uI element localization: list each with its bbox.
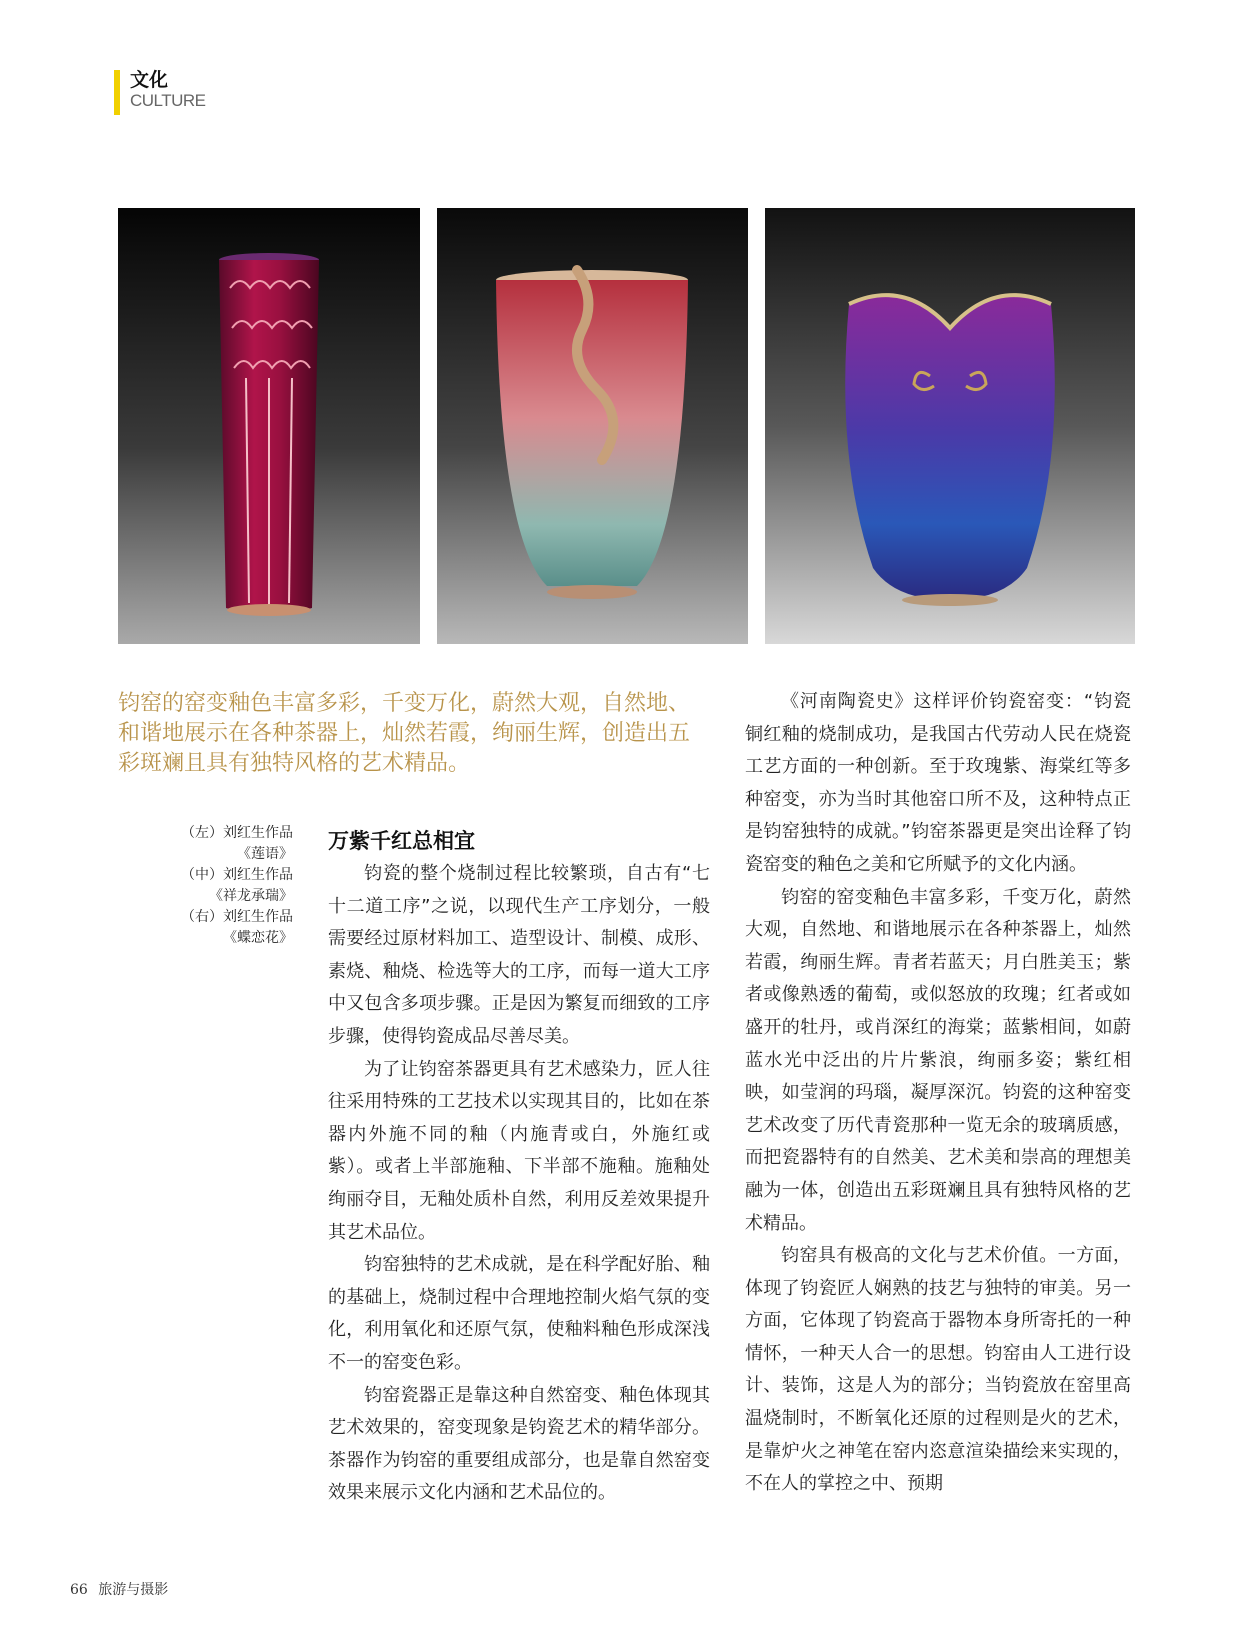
lead-pull-quote: 钧窑的窑变釉色丰富多彩，千变万化，蔚然大观，自然地、和谐地展示在各种茶器上，灿然若霞，绚丽生辉，创造出五彩斑斓且具有独特风格的艺术精品。: [118, 691, 691, 776]
paragraph: 钧窑的窑变釉色丰富多彩，千变万化，蔚然大观，自然地、和谐地展示在各种茶器上，灿然若霞，绚丽生辉。青者若蓝天；月白胜美玉；紫者或像熟透的葡萄，或似怒放的玫瑰；红者或如盛开的牡丹，或肖深红的海棠；蓝紫相间，如蔚蓝水光中泛出的片片紫浪，绚丽多姿；紫红相映，如莹润的玛瑙，凝厚深沉。钧瓷的这种窑变艺术改变了历代青瓷那种一览无余的玻璃质感，而把瓷器特有的自然美、艺术美和崇高的理想美融为一体，创造出五彩斑斓且具有独特风格的艺术精品。: [745, 886, 1131, 1234]
section-title-en: CULTURE: [130, 91, 206, 110]
photo-right-vase: [765, 208, 1135, 644]
paragraph: 钧窑瓷器正是靠这种自然窑变、釉色体现其艺术效果的，窑变现象是钧瓷艺术的精华部分。茶器作为钧窑的重要组成部分，也是靠自然窑变效果来展示文化内涵和艺术品位的。: [328, 1384, 710, 1504]
paragraph: 钧窑独特的艺术成就，是在科学配好胎、釉的基础上，烧制过程中合理地控制火焰气氛的变化，利用氧化和还原气氛，使釉料釉色形成深浅不一的窑变色彩。: [328, 1254, 710, 1373]
caption-left-author: （左）刘红生作品: [181, 825, 293, 841]
article-heading: 万紫千红总相宜: [328, 829, 475, 853]
photo-left-vase: [118, 208, 420, 644]
page-number: 66: [70, 1582, 88, 1598]
article-column-right: [745, 686, 1131, 1501]
photo-captions: [150, 823, 293, 949]
paragraph: 为了让钧窑茶器更具有艺术感染力，匠人往往采用特殊的工艺技术以实现其目的，比如在茶器内外施不同的釉（内施青或白，外施红或紫）。或者上半部施釉、下半部不施釉。施釉处绚丽夺目，无釉处质朴自然，利用反差效果提升其艺术品位。: [328, 1058, 710, 1243]
caption-left-title: 《莲语》: [237, 846, 293, 862]
photo-middle-vase: [437, 208, 748, 644]
page-footer: [70, 1579, 168, 1599]
paragraph: 《河南陶瓷史》这样评价钧瓷窑变：“钧瓷铜红釉的烧制成功，是我国古代劳动人民在烧瓷工艺方面的一种创新。至于玫瑰紫、海棠红等多种窑变，亦为当时其他窑口所不及，这种特点正是钧窑独特的成就。”钧窑茶器更是突出诠释了钧瓷窑变的釉色之美和它所赋予的文化内涵。: [745, 691, 1131, 875]
article-column-middle: [328, 826, 710, 1510]
vase-left-illustration: [118, 208, 420, 644]
magazine-name: 旅游与摄影: [98, 1582, 169, 1598]
paragraph: 钧瓷的整个烧制过程比较繁琐，自古有“七十二道工序”之说，以现代生产工序划分，一般需要经过原材料加工、造型设计、制模、成形、素烧、釉烧、检选等大的工序，而每一道大工序中又包含多项步骤。正是因为繁复而细致的工序步骤，使得钧瓷成品尽善尽美。: [328, 863, 710, 1047]
caption-right-author: （右）刘红生作品: [181, 909, 293, 925]
vase-middle-illustration: [437, 208, 748, 644]
caption-middle-author: （中）刘红生作品: [181, 867, 293, 883]
caption-middle-title: 《祥龙承瑞》: [209, 888, 293, 904]
caption-right-title: 《蝶恋花》: [223, 930, 293, 946]
section-title-zh: 文化: [130, 69, 169, 91]
vase-right-illustration: [765, 208, 1135, 644]
section-tag: [114, 70, 206, 115]
paragraph: 钧窑具有极高的文化与艺术价值。一方面，体现了钧瓷匠人娴熟的技艺与独特的审美。另一方面，它体现了钧瓷高于器物本身所寄托的一种情怀，一种天人合一的思想。钧窑由人工进行设计、装饰，这是人为的部分；当钧瓷放在窑里高温烧制时，不断氧化还原的过程则是火的艺术，是靠炉火之神笔在窑内恣意渲染描绘来实现的，不在人的掌控之中、预期: [745, 1245, 1131, 1495]
